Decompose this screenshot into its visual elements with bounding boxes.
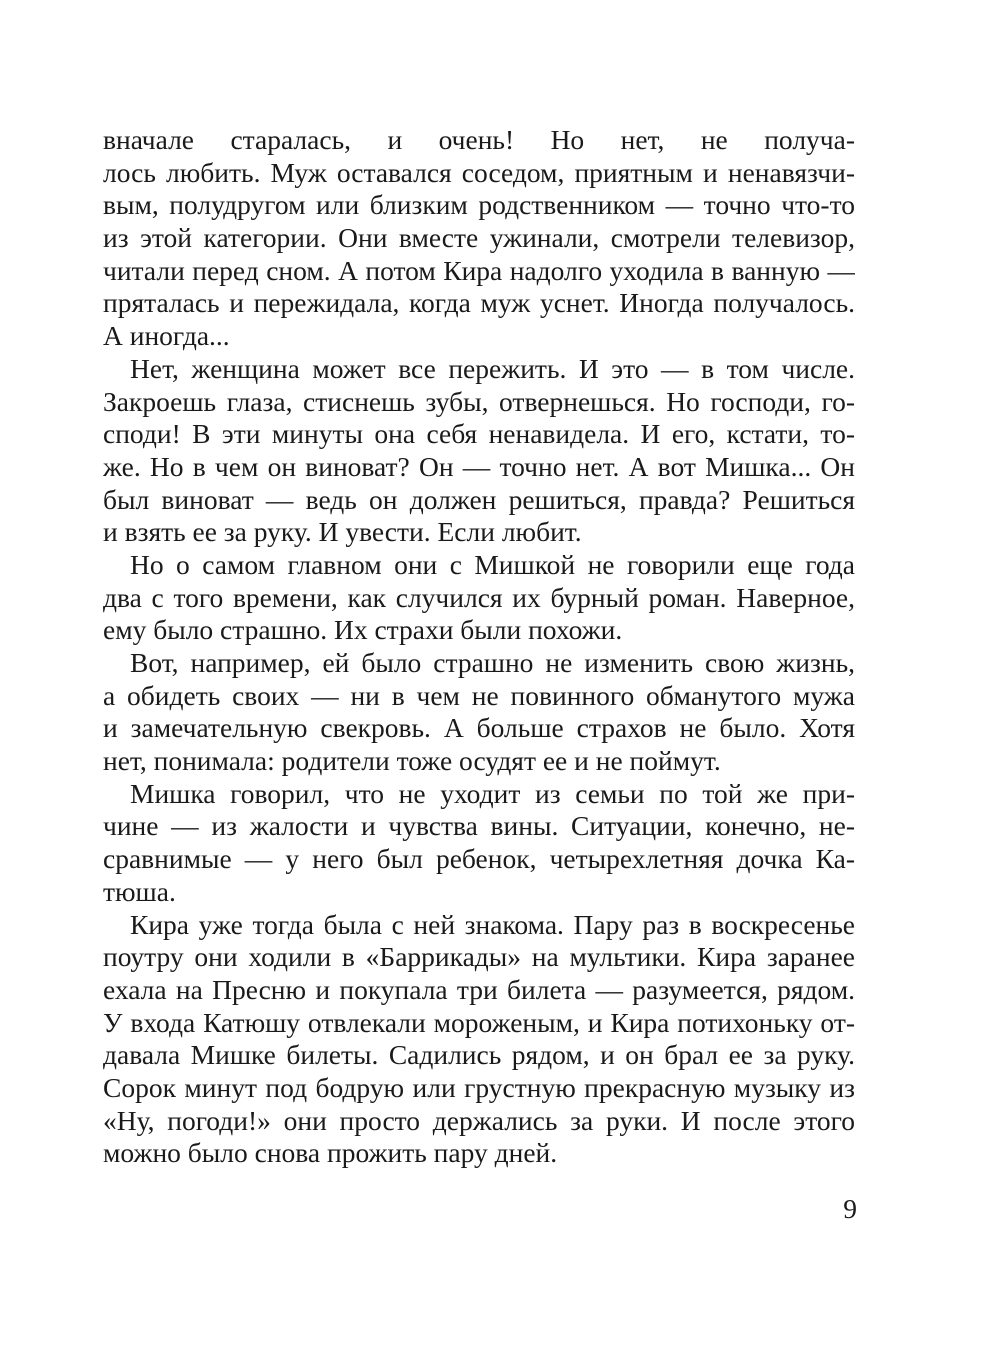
paragraph-1 — [103, 124, 855, 353]
paragraph-4 — [103, 647, 855, 778]
paragraph-3 — [103, 549, 855, 647]
text-line: Сорок минут под бодрую или грустную прекрасную музыку из — [103, 1071, 855, 1103]
text-line: Вот, например, ей было страшно не изменить свою жизнь, — [130, 647, 855, 678]
page-number: 9 — [843, 1193, 857, 1224]
paragraph-6 — [103, 909, 855, 1171]
text-line: лось любить. Муж оставался соседом, приятным и ненавязчи- — [103, 156, 855, 188]
text-line: «Ну, погоди!» они просто держались за руки. И после этого — [103, 1104, 855, 1136]
text-line: споди! В эти минуты она себя ненавидела. И его, кстати, то- — [103, 418, 855, 450]
text-line: А иногда... — [103, 320, 230, 352]
text-line: поутру они ходили в «Баррикады» на мультики. Кира заранее — [103, 941, 855, 973]
text-line: Кира уже тогда была с ней знакома. Пару раз в воскресенье — [130, 908, 855, 940]
text-line: Закроешь глаза, стиснешь зубы, отвернешься. Но господи, го- — [103, 385, 855, 417]
text-line: давала Мишке билеты. Садились рядом, и он брал ее за руку. — [103, 1039, 855, 1071]
text-line: два с того времени, как случился их бурный роман. Наверное, — [103, 581, 855, 613]
text-line: вначале старалась, и очень! Но нет, не получа- — [103, 124, 855, 155]
text-line: ему было страшно. Их страхи были похожи. — [103, 614, 623, 646]
paragraph-5 — [103, 778, 855, 909]
text-line: можно было снова прожить пару дней. — [103, 1137, 558, 1169]
text-line: был виноват — ведь он должен решиться, правда? Решиться — [103, 483, 855, 515]
text-line: нет, понимала: родители тоже осудят ее и не поймут. — [103, 745, 721, 777]
paragraph-2 — [103, 353, 855, 549]
text-line: тюша. — [103, 875, 176, 907]
text-line: же. Но в чем он виноват? Он — точно нет. А вот Мишка... Он — [103, 450, 855, 482]
text-line: Нет, женщина может все пережить. И это — в том числе. — [130, 352, 855, 384]
text-line: У входа Катюшу отвлекали мороженым, и Кира потихоньку от- — [103, 1006, 855, 1038]
text-line: Но о самом главном они с Мишкой не говорили еще года — [130, 548, 855, 580]
text-line: чине — из жалости и чувства вины. Ситуации, конечно, не- — [103, 810, 855, 842]
text-line: из этой категории. Они вместе ужинали, смотрели телевизор, — [103, 222, 855, 254]
text-line: ехала на Пресню и покупала три билета — разумеется, рядом. — [103, 973, 855, 1005]
text-line: вым, полудругом или близким родственником — точно что-то — [103, 189, 855, 221]
text-line: и взять ее за руку. И увести. Если любит. — [103, 516, 582, 548]
text-line: сравнимые — у него был ребенок, четырехлетняя дочка Ка- — [103, 843, 855, 875]
text-line: читали перед сном. А потом Кира надолго уходила в ванную — — [103, 254, 855, 286]
text-line: Мишка говорил, что не уходит из семьи по той же при- — [130, 777, 855, 809]
page-body — [103, 124, 855, 1170]
text-line: и замечательную свекровь. А больше страхов не было. Хотя — [103, 712, 855, 744]
text-line: а обидеть своих — ни в чем не повинного обманутого мужа — [103, 679, 855, 711]
text-line: пряталась и пережидала, когда муж уснет. Иногда получалось. — [103, 287, 855, 319]
